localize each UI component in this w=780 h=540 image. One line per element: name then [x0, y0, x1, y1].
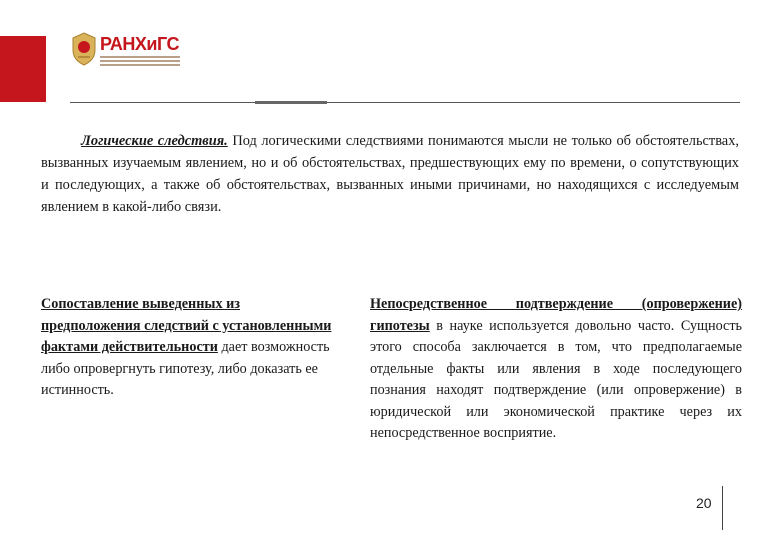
- intro-paragraph: [41, 130, 739, 218]
- right-column-paragraph: [370, 294, 742, 445]
- header-rule-accent: [255, 101, 327, 104]
- left-column-paragraph: [41, 294, 341, 402]
- intro-text: Под логическими следствиями понимаются мысли не только об обстоятельствах, вызванных изучаемым явлением, но и об обстоятельствах, предшествующих ему по времени, о сопутствующих и последующих, а также об обстоятельствах, вызванных иными причинами, но находящихся с исследуемым явлением в какой-либо связи.: [41, 133, 739, 215]
- logo-name: РАНХиГС: [100, 34, 179, 54]
- emblem-icon: [70, 32, 98, 66]
- right-column-heading: Непосредственное подтверждение (опровержение) гипотезы: [370, 296, 742, 334]
- red-side-bar: [0, 36, 46, 102]
- intro-heading: Логические следствия.: [81, 133, 228, 149]
- ranepa-logo: [70, 30, 180, 70]
- left-column-text: дает возможность либо опровергнуть гипотезу, либо доказать ее истинность.: [41, 339, 330, 398]
- right-column-text: в науке используется довольно часто. Сущность этого способа заключается в том, что предполагаемые отдельные факты или явления в ходе последующего познания находят подтверждение (или опровержение) в юридической или экономической практике через их непосредственное восприятие.: [370, 317, 742, 441]
- left-column-heading: Сопоставление выведенных из предположения следствий с установленными фактами действительности: [41, 296, 332, 355]
- page-number: 20: [696, 495, 712, 511]
- footer-vertical-line: [722, 486, 723, 530]
- logo-subtitle-lines: [100, 56, 180, 68]
- header-rule: [70, 102, 740, 103]
